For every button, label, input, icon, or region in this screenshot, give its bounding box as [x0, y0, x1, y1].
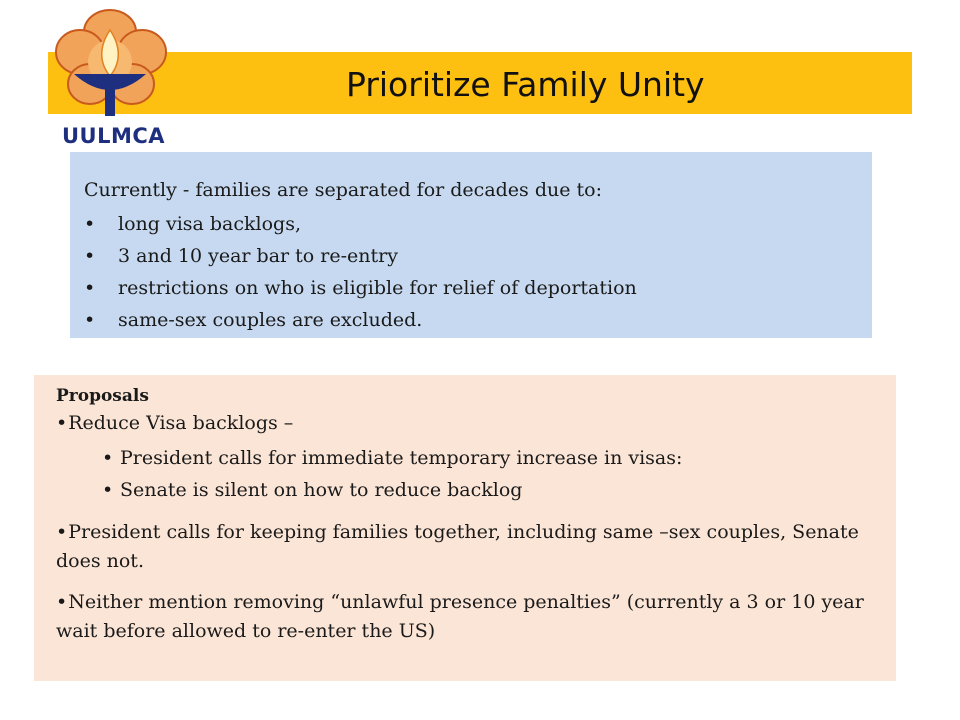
bullet-icon: •	[84, 309, 96, 331]
proposal-item: •Reduce Visa backlogs –	[56, 412, 294, 434]
proposal-sub-list	[56, 442, 886, 506]
bullet-icon: •	[102, 479, 114, 501]
list-item: • Senate is silent on how to reduce backlog	[56, 474, 886, 506]
bullet-icon: •	[56, 412, 68, 434]
list-item: • same-sex couples are excluded.	[84, 304, 872, 336]
situation-list	[84, 208, 872, 336]
current-situation-box	[70, 152, 872, 338]
bullet-icon: •	[56, 591, 68, 613]
proposal-item: •President calls for keeping families together, including same –sex couples, Senate does not.	[56, 521, 859, 572]
page-title: Prioritize Family Unity	[346, 65, 705, 104]
proposals-heading: Proposals	[56, 386, 149, 406]
proposal-item: •Neither mention removing “unlawful presence penalties” (currently a 3 or 10 year wait before allowed to re-enter the US)	[56, 591, 864, 642]
org-name: UULMCA	[62, 124, 166, 148]
list-item: • restrictions on who is eligible for relief of deportation	[84, 272, 872, 304]
list-item: • President calls for immediate temporary increase in visas:	[56, 442, 886, 474]
bullet-icon: •	[84, 245, 96, 267]
bullet-icon: •	[84, 277, 96, 299]
bullet-icon: •	[84, 213, 96, 235]
list-item: • long visa backlogs,	[84, 208, 872, 240]
intro-text: Currently - families are separated for decades due to:	[84, 179, 603, 201]
bullet-icon: •	[56, 521, 68, 543]
proposals-box	[34, 375, 896, 681]
bullet-icon: •	[102, 447, 114, 469]
uulmca-logo-icon	[50, 6, 170, 122]
list-item: • 3 and 10 year bar to re-entry	[84, 240, 872, 272]
